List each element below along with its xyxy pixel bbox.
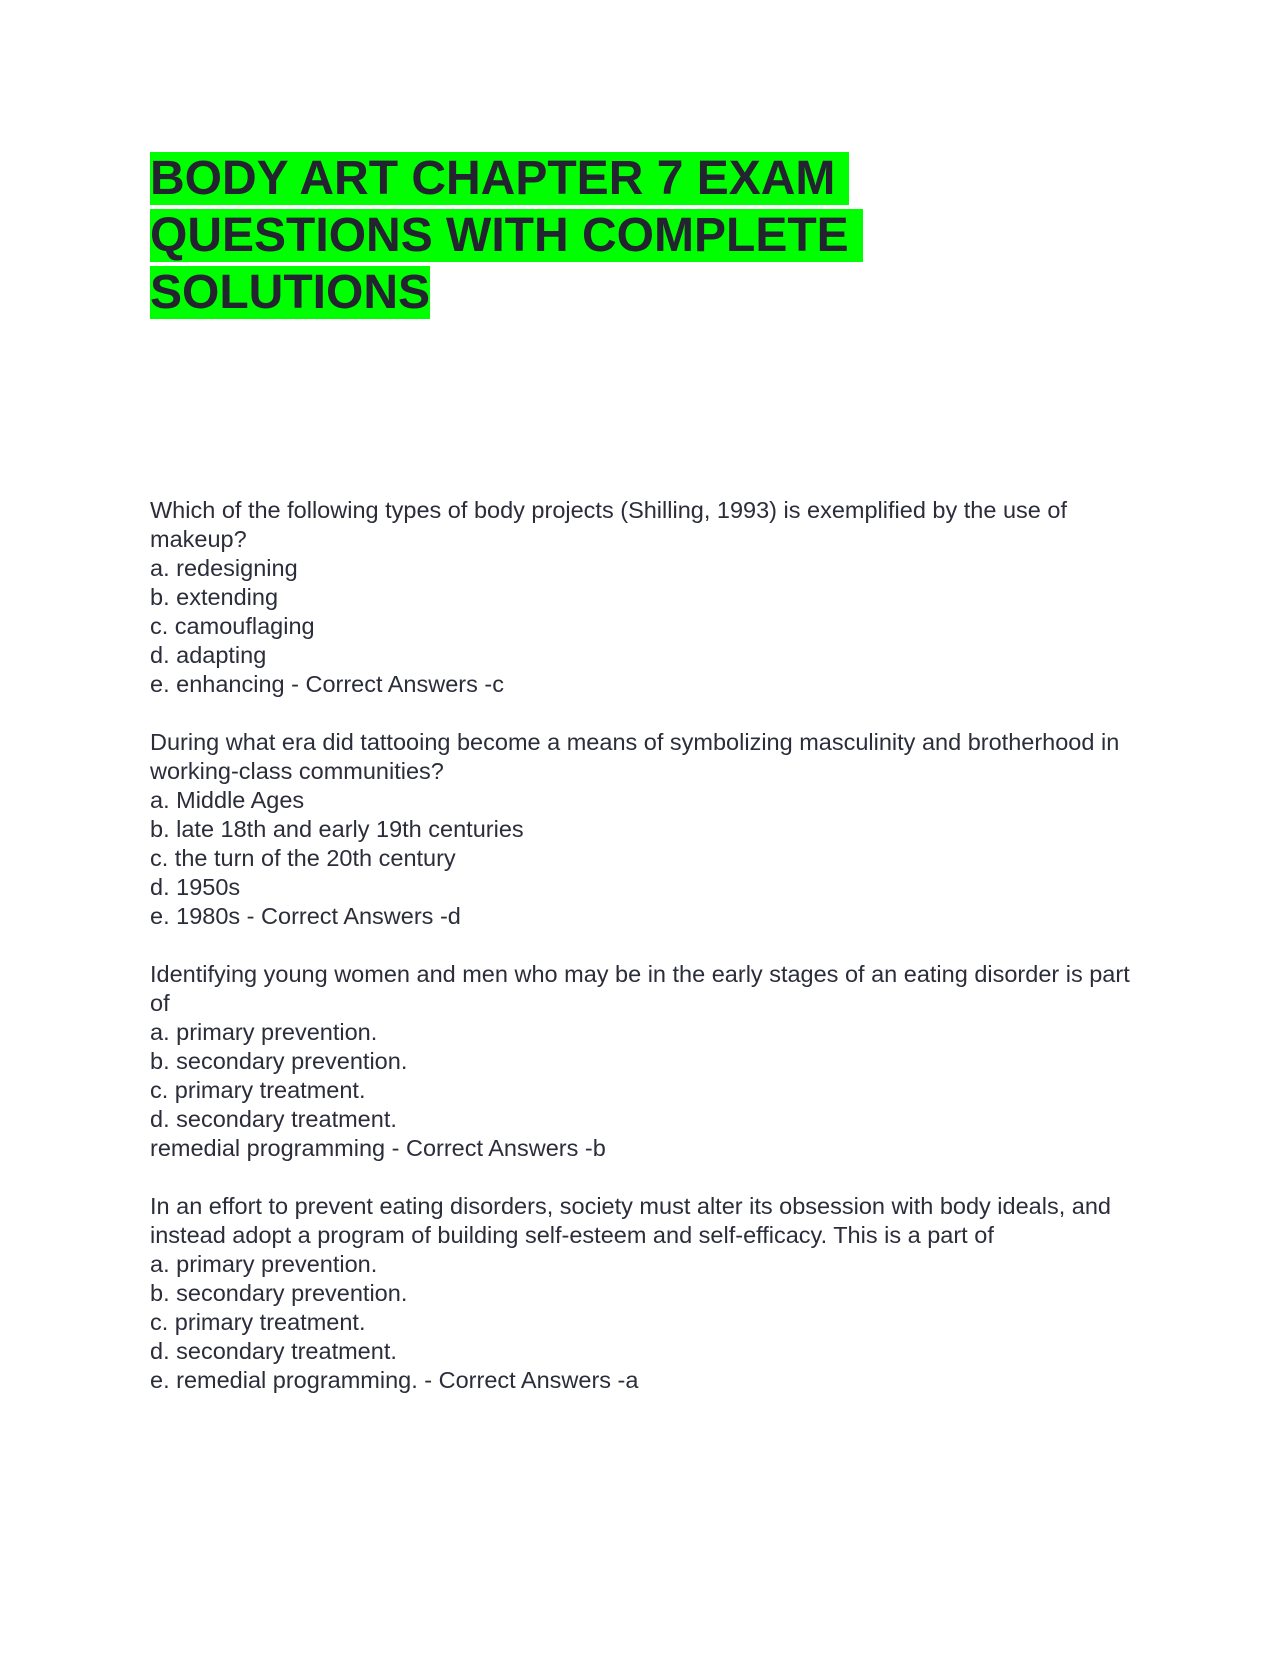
question-2 (150, 728, 1130, 931)
answer-option: c. the turn of the 20th century (150, 845, 456, 871)
answer-option: c. primary treatment. (150, 1309, 366, 1335)
question-text: Identifying young women and men who may be in the early stages of an eating disorder is part of (150, 961, 1130, 1016)
answer-option: a. primary prevention. (150, 1251, 378, 1277)
title-line-3: SOLUTIONS (150, 266, 431, 319)
answer-option: b. late 18th and early 19th centuries (150, 816, 524, 842)
answer-option: d. adapting (150, 642, 267, 668)
question-list (150, 496, 1130, 1424)
answer-option: remedial programming - Correct Answers -b (150, 1135, 606, 1161)
answer-option: b. secondary prevention. (150, 1280, 408, 1306)
answer-option: d. 1950s (150, 874, 241, 900)
answer-option: e. 1980s - Correct Answers -d (150, 903, 461, 929)
answer-option: e. remedial programming. - Correct Answers -a (150, 1367, 639, 1393)
answer-option: b. secondary prevention. (150, 1048, 408, 1074)
answer-option: a. redesigning (150, 555, 298, 581)
answer-option: a. Middle Ages (150, 787, 305, 813)
title-line-2: QUESTIONS WITH COMPLETE (150, 209, 863, 262)
document-page (150, 150, 1130, 1393)
question-text: In an effort to prevent eating disorders, society must alter its obsession with body ideals, and instead adopt a program of building self-esteem and self-efficacy. This is a part of (150, 1193, 1111, 1248)
question-1 (150, 496, 1130, 699)
question-4 (150, 1192, 1130, 1395)
answer-option: d. secondary treatment. (150, 1338, 397, 1364)
answer-option: a. primary prevention. (150, 1019, 378, 1045)
answer-option: b. extending (150, 584, 279, 610)
question-text: During what era did tattooing become a means of symbolizing masculinity and brotherhood in working-class communities? (150, 729, 1120, 784)
document-title (150, 150, 910, 321)
title-line-1: BODY ART CHAPTER 7 EXAM (150, 152, 849, 205)
answer-option: c. primary treatment. (150, 1077, 366, 1103)
answer-option: e. enhancing - Correct Answers -c (150, 671, 504, 697)
question-3 (150, 960, 1130, 1163)
answer-option: d. secondary treatment. (150, 1106, 397, 1132)
answer-option: c. camouflaging (150, 613, 315, 639)
question-text: Which of the following types of body projects (Shilling, 1993) is exemplified by the use of makeup? (150, 497, 1067, 552)
